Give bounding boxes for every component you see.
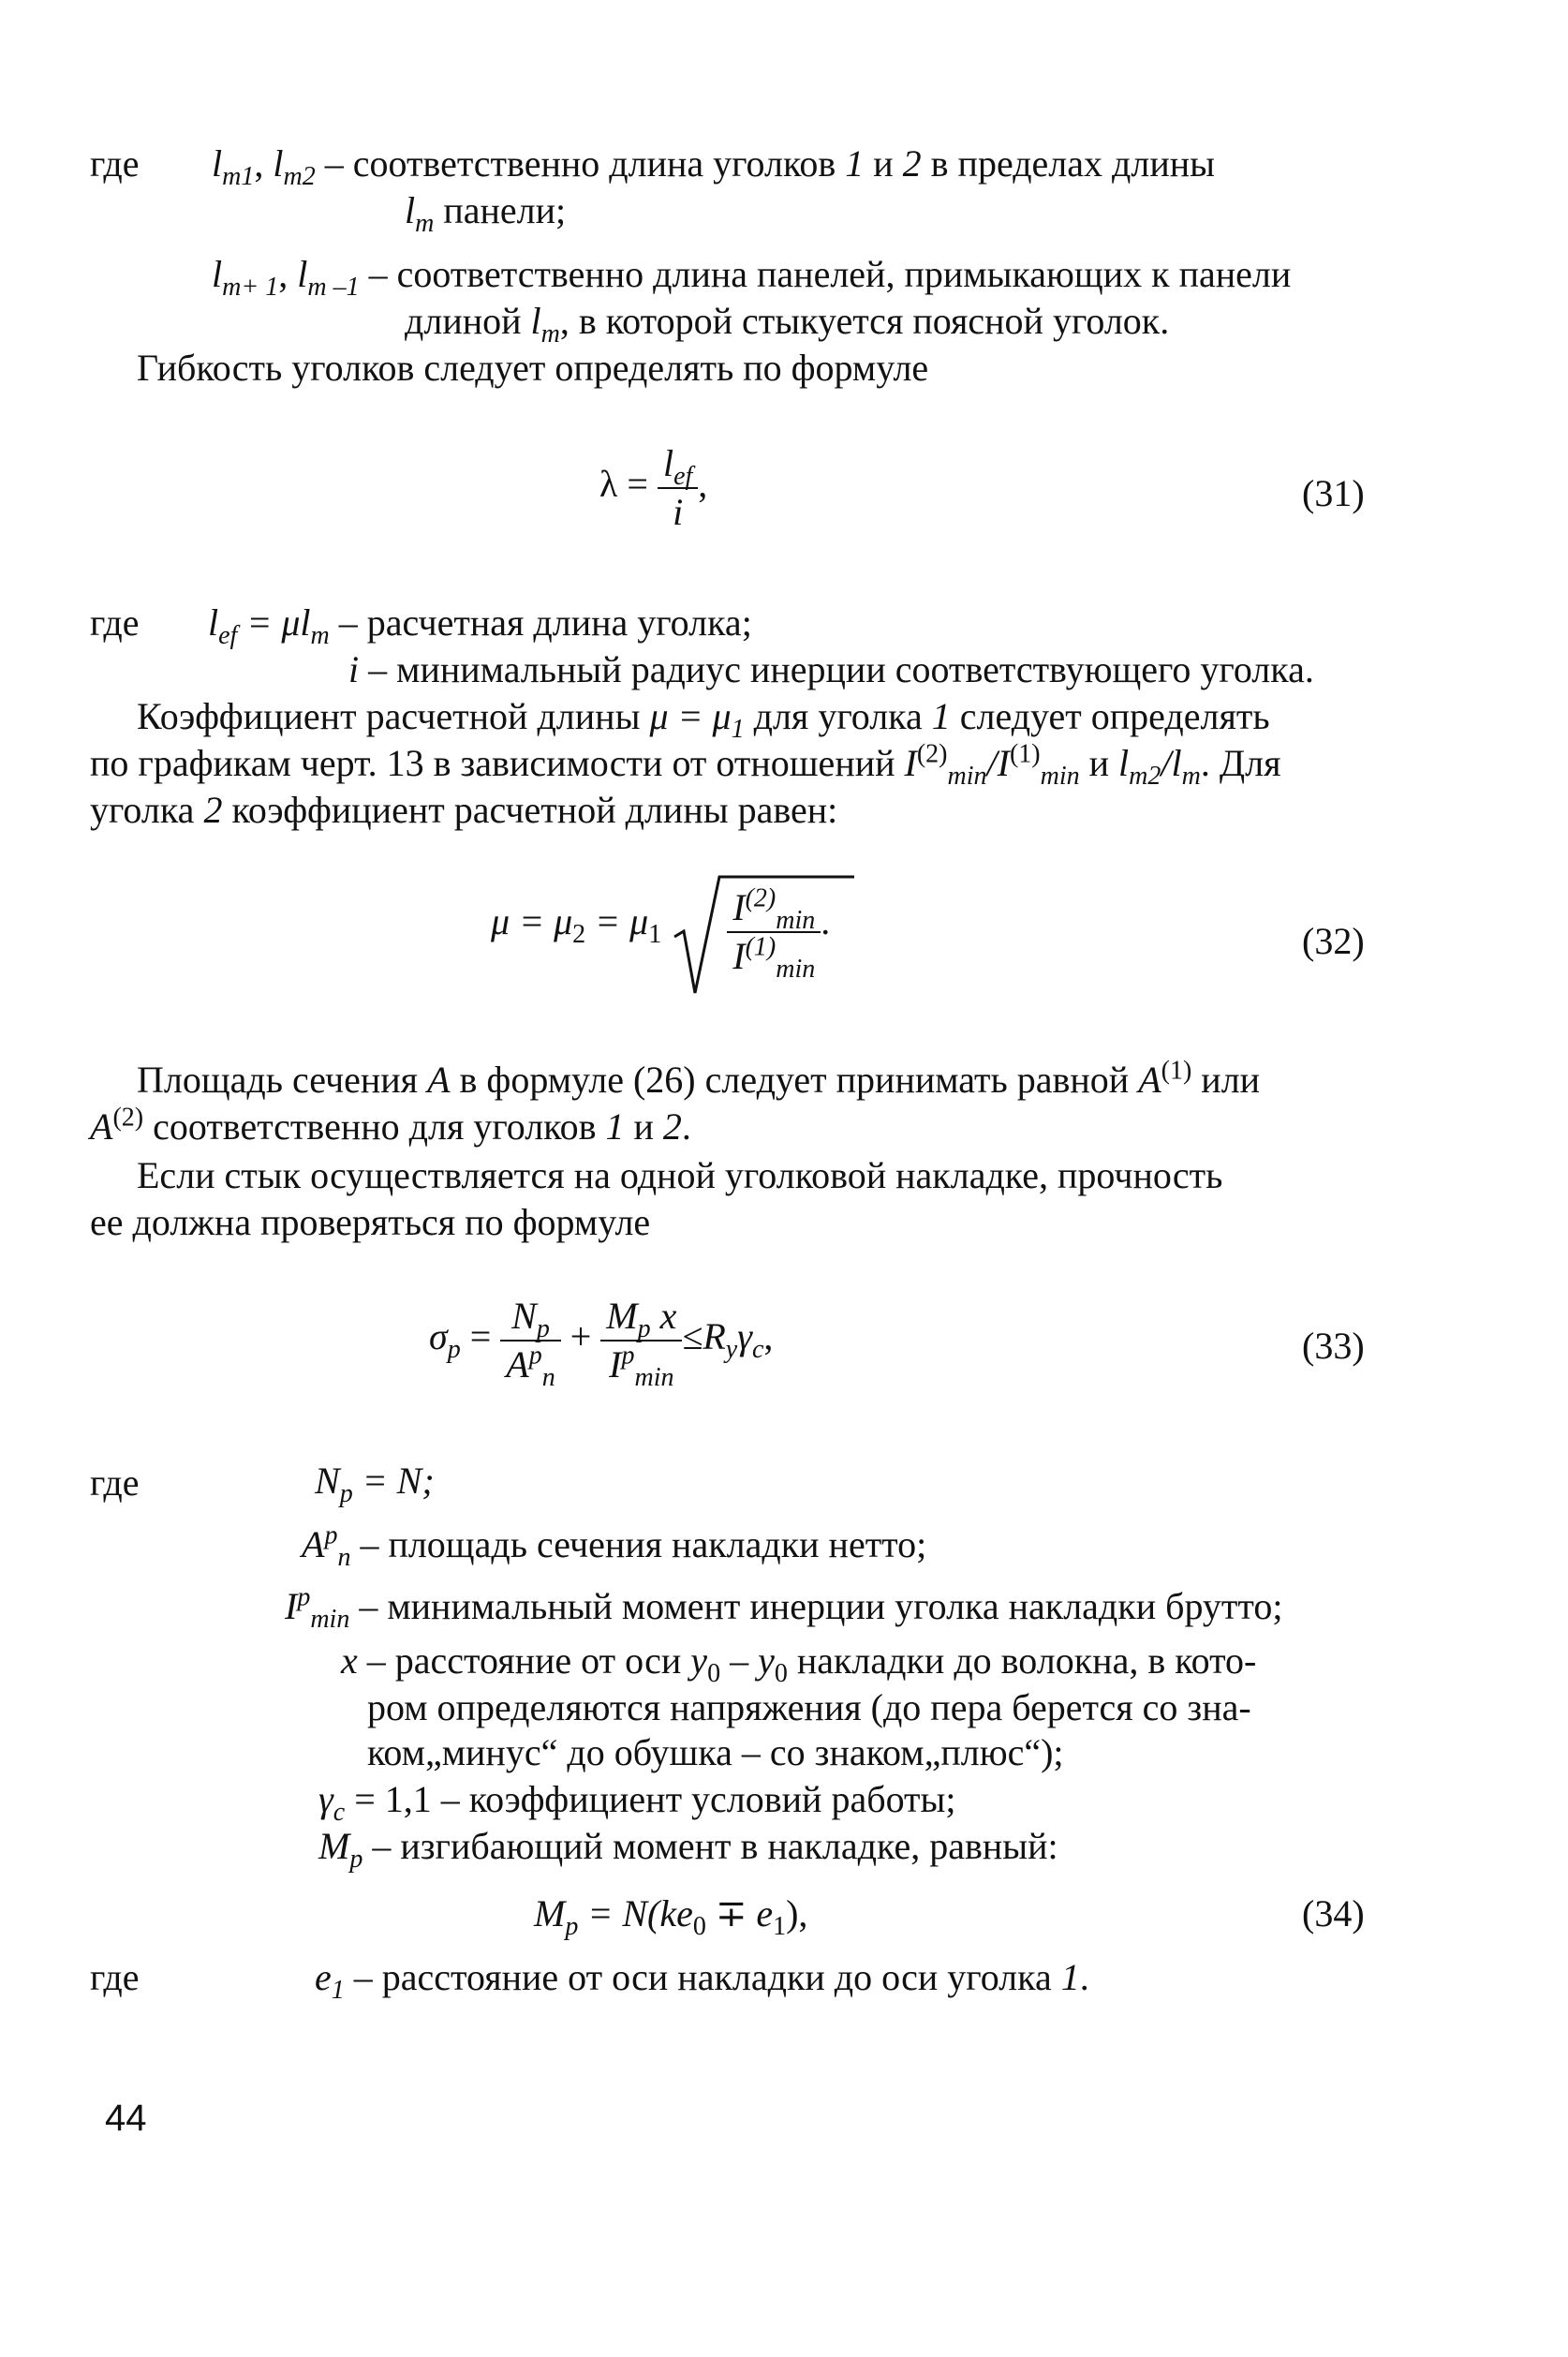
equation-number-32: (32) xyxy=(1302,920,1365,962)
fraction-mpx-over-ipmin: $\frac{M_p x}{I^p_{min}}$ xyxy=(600,1293,682,1388)
paragraph-coefficient-line3: уголка 2 коэффициент расчетной длины равен: xyxy=(90,789,838,831)
where-label-1: где xyxy=(90,142,140,185)
definition-x-line2: ром определяются напряжения (до пера берется со зна- xyxy=(367,1686,1251,1728)
definition-i: i – минимальный радиус инерции соответствующего уголка. xyxy=(348,648,1314,690)
equation-number-34: (34) xyxy=(1302,1892,1365,1935)
paragraph-flexibility: Гибкость уголков следует определять по формуле xyxy=(137,347,929,389)
definition-lm-plus-minus-cont: длиной $l_m$, в которой стыкуется поясной уголок. xyxy=(405,300,1170,348)
definition-lm1-lm2: $l_{m1}$, $l_{m2}$ – соответственно длина уголков 1 и 2 в пределах длины xyxy=(212,142,1216,191)
definition-e1: $e_1$ – расстояние от оси накладки до оси уголка 1. xyxy=(315,1956,1089,2005)
equation-number-33: (33) xyxy=(1302,1325,1365,1367)
paragraph-coefficient-line1: Коэффициент расчетной длины $\mu = \mu_1$ для уголка 1 следует определять xyxy=(137,695,1270,744)
definition-lm-plus-minus: $l_{m+ 1}$, $l_{m -1}$ – соответственно длина панелей, примыкающих к панели xyxy=(212,253,1292,302)
definition-mp: $M_p$ – изгибающий момент в накладке, равный: xyxy=(318,1825,1058,1874)
definition-lm1-lm2-cont: $l_m$ панели; xyxy=(405,189,567,238)
fraction-np-over-apn: $\frac{N_p}{A^p_n}$ xyxy=(500,1293,560,1388)
definition-gamma-c: $\gamma_c = 1,1$ – коэффициент условий работы; xyxy=(318,1778,956,1827)
definition-np: $N_p = N$; xyxy=(315,1460,435,1508)
paragraph-area-line1: Площадь сечения A в формуле (26) следует принимать равной $A^{(1)}$ или xyxy=(137,1056,1261,1101)
equation-32: $\mu = \mu_2 = \mu_1$ $\frac{I^{(2)}_{min}}{I^{(1)}_{min}}$ . xyxy=(491,871,830,980)
page-number: 44 xyxy=(105,2098,147,2139)
fraction-lef-over-i: $\frac{l_{ef}}{i}$ xyxy=(658,440,698,536)
paragraph-area-line2: $A^{(2)}$ соответственно для уголков 1 и 2. xyxy=(90,1103,691,1148)
equation-33: $\sigma_p$ = $\frac{N_p}{A^p_n}$ + $\frac{M_p x}{I^p_{min}}$ $\le R_y\gamma_c$, xyxy=(429,1295,774,1392)
paragraph-joint-line1: Если стык осуществляется на одной уголковой накладке, прочность xyxy=(137,1154,1223,1196)
definition-apn: $A^p_n$ – площадь сечения накладки нетто; xyxy=(302,1520,927,1572)
definition-lef: $l_{ef} = \mu l_m$ – расчетная длина уголка; xyxy=(208,601,752,650)
where-label-3: где xyxy=(90,1461,140,1504)
paragraph-joint-line2: ее должна проверяться по формуле xyxy=(90,1201,651,1243)
square-root xyxy=(671,871,821,984)
equation-number-31: (31) xyxy=(1302,472,1365,514)
radical-sign-icon xyxy=(671,871,858,1002)
equation-34: $M_p = N(ke_0 \mp e_1)$, xyxy=(534,1892,808,1941)
where-label-4: где xyxy=(90,1956,140,1998)
fraction-imin-ratio: $\frac{I^{(2)}_{min}}{I^{(1)}_{min}}$ xyxy=(727,884,821,980)
paragraph-coefficient-line2: по графикам черт. 13 в зависимости от отношений $I^{(2)}_{min}/I^{(1)}_{min}$ и $l_{m2}/l_m$. Для xyxy=(90,739,1281,791)
definition-x-line1: x – расстояние от оси $y_0 - y_0$ накладки до волокна, в кото- xyxy=(341,1639,1257,1688)
definition-ipmin: $I^p_{min}$ – минимальный момент инерции уголка накладки брутто; xyxy=(285,1582,1283,1634)
definition-x-line3: ком„минус“ до обушка – со знаком„плюс“); xyxy=(367,1731,1064,1773)
equation-31: λ = $\frac{l_{ef}}{i}$ , xyxy=(599,440,707,536)
where-label-2: где xyxy=(90,601,140,644)
